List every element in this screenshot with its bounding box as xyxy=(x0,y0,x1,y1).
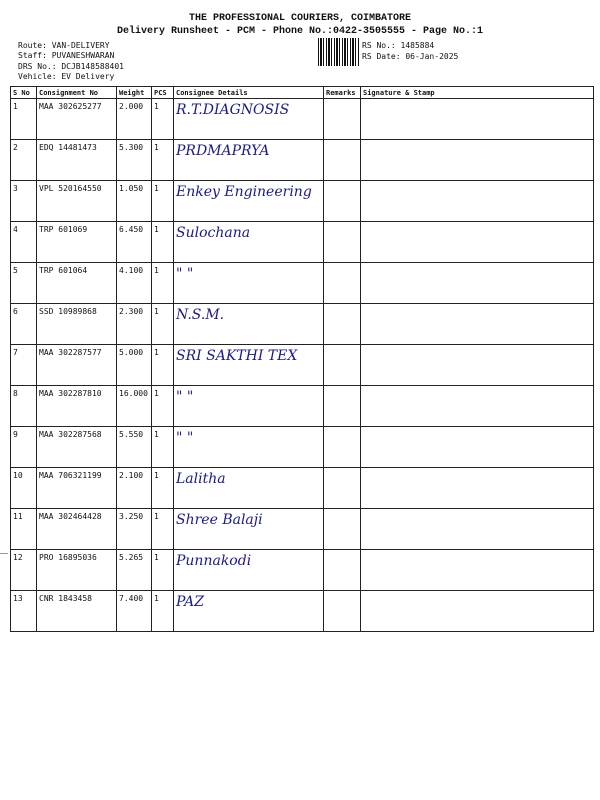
table-row xyxy=(11,181,594,222)
table-row xyxy=(11,222,594,263)
cell-signature xyxy=(361,140,594,181)
cell-pcs: 1 xyxy=(152,386,174,427)
cell-consignment-no: TRP 601069 xyxy=(37,222,117,263)
cell-consignee: Enkey Engineering xyxy=(174,181,324,222)
cell-remarks xyxy=(324,181,361,222)
cell-consignment-no: CNR 1843458 xyxy=(37,591,117,632)
runsheet-table xyxy=(10,86,594,632)
vehicle-label: Vehicle: EV Delivery xyxy=(18,72,115,81)
cell-pcs: 1 xyxy=(152,345,174,386)
table-row xyxy=(11,509,594,550)
cell-remarks xyxy=(324,99,361,140)
cell-remarks xyxy=(324,550,361,591)
cell-remarks xyxy=(324,304,361,345)
cell-sno: 5 xyxy=(11,263,37,304)
cell-signature xyxy=(361,263,594,304)
cell-weight: 5.300 xyxy=(117,140,152,181)
cell-sno: 11 xyxy=(11,509,37,550)
table-row xyxy=(11,263,594,304)
cell-remarks xyxy=(324,140,361,181)
cell-weight: 4.100 xyxy=(117,263,152,304)
route-label: Route: VAN-DELIVERY xyxy=(18,41,110,50)
cell-consignee: Shree Balaji xyxy=(174,509,324,550)
cell-weight: 2.000 xyxy=(117,99,152,140)
cell-signature xyxy=(361,304,594,345)
cell-sno: 13 xyxy=(11,591,37,632)
cell-pcs: 1 xyxy=(152,304,174,345)
header-consignment-no: Consignment No xyxy=(37,87,117,99)
table-row xyxy=(11,550,594,591)
cell-consignment-no: EDQ 14481473 xyxy=(37,140,117,181)
cell-consignee: " " xyxy=(174,427,324,468)
cell-signature xyxy=(361,550,594,591)
rs-number: RS No.: 1485884 xyxy=(362,41,435,50)
cell-consignee: Lalitha xyxy=(174,468,324,509)
cell-sno: 4 xyxy=(11,222,37,263)
staff-label: Staff: PUVANESHWARAN xyxy=(18,51,115,60)
cell-signature xyxy=(361,509,594,550)
fold-mark xyxy=(0,553,8,554)
header-consignee-details: Consignee Details xyxy=(174,87,324,99)
table-row xyxy=(11,386,594,427)
runsheet-subtitle: Delivery Runsheet - PCM - Phone No.:0422-3505555 - Page No.:1 xyxy=(116,26,484,37)
header-signature-stamp: Signature & Stamp xyxy=(361,87,594,99)
cell-consignee: " " xyxy=(174,386,324,427)
cell-consignment-no: MAA 302287810 xyxy=(37,386,117,427)
cell-sno: 2 xyxy=(11,140,37,181)
header-sno: S No xyxy=(11,87,37,99)
cell-pcs: 1 xyxy=(152,181,174,222)
cell-consignment-no: MAA 302287568 xyxy=(37,427,117,468)
company-title: THE PROFESSIONAL COURIERS, COIMBATORE xyxy=(188,13,412,24)
cell-sno: 12 xyxy=(11,550,37,591)
table-row xyxy=(11,427,594,468)
cell-sno: 7 xyxy=(11,345,37,386)
cell-weight: 1.050 xyxy=(117,181,152,222)
cell-consignment-no: MAA 302464428 xyxy=(37,509,117,550)
cell-signature xyxy=(361,181,594,222)
cell-pcs: 1 xyxy=(152,99,174,140)
cell-remarks xyxy=(324,509,361,550)
cell-pcs: 1 xyxy=(152,509,174,550)
cell-signature xyxy=(361,427,594,468)
drs-label: DRS No.: DCJB148588401 xyxy=(18,62,124,71)
cell-consignment-no: VPL 520164550 xyxy=(37,181,117,222)
cell-remarks xyxy=(324,468,361,509)
cell-remarks xyxy=(324,591,361,632)
cell-sno: 1 xyxy=(11,99,37,140)
cell-weight: 5.550 xyxy=(117,427,152,468)
cell-remarks xyxy=(324,427,361,468)
cell-signature xyxy=(361,345,594,386)
table-row xyxy=(11,468,594,509)
cell-signature xyxy=(361,222,594,263)
cell-consignee: SRI SAKTHI TEX xyxy=(174,345,324,386)
cell-pcs: 1 xyxy=(152,550,174,591)
cell-weight: 5.000 xyxy=(117,345,152,386)
cell-consignment-no: PRO 16895036 xyxy=(37,550,117,591)
cell-pcs: 1 xyxy=(152,591,174,632)
cell-consignment-no: MAA 302287577 xyxy=(37,345,117,386)
cell-consignee: R.T.DIAGNOSIS xyxy=(174,99,324,140)
header-pcs: PCS xyxy=(152,87,174,99)
cell-remarks xyxy=(324,263,361,304)
header-remarks: Remarks xyxy=(324,87,361,99)
cell-signature xyxy=(361,468,594,509)
table-row xyxy=(11,99,594,140)
cell-sno: 9 xyxy=(11,427,37,468)
barcode xyxy=(318,38,360,66)
cell-consignee: Sulochana xyxy=(174,222,324,263)
cell-weight: 2.100 xyxy=(117,468,152,509)
cell-consignment-no: SSD 10989868 xyxy=(37,304,117,345)
cell-consignment-no: MAA 302625277 xyxy=(37,99,117,140)
cell-sno: 6 xyxy=(11,304,37,345)
cell-sno: 3 xyxy=(11,181,37,222)
cell-remarks xyxy=(324,345,361,386)
cell-weight: 16.000 xyxy=(117,386,152,427)
cell-weight: 7.400 xyxy=(117,591,152,632)
cell-pcs: 1 xyxy=(152,468,174,509)
cell-weight: 2.300 xyxy=(117,304,152,345)
rs-date: RS Date: 06-Jan-2025 xyxy=(362,52,459,61)
cell-consignment-no: TRP 601064 xyxy=(37,263,117,304)
table-row xyxy=(11,304,594,345)
cell-signature xyxy=(361,591,594,632)
cell-consignee: Punnakodi xyxy=(174,550,324,591)
table-row xyxy=(11,345,594,386)
cell-pcs: 1 xyxy=(152,427,174,468)
cell-sno: 10 xyxy=(11,468,37,509)
cell-weight: 6.450 xyxy=(117,222,152,263)
cell-consignee: " " xyxy=(174,263,324,304)
cell-signature xyxy=(361,386,594,427)
cell-consignee: PRDMAPRYA xyxy=(174,140,324,181)
table-header-row xyxy=(11,87,594,99)
cell-pcs: 1 xyxy=(152,263,174,304)
header-weight: Weight xyxy=(117,87,152,99)
cell-weight: 3.250 xyxy=(117,509,152,550)
cell-remarks xyxy=(324,222,361,263)
cell-pcs: 1 xyxy=(152,140,174,181)
table-row xyxy=(11,140,594,181)
cell-consignment-no: MAA 706321199 xyxy=(37,468,117,509)
cell-consignee: N.S.M. xyxy=(174,304,324,345)
cell-remarks xyxy=(324,386,361,427)
cell-sno: 8 xyxy=(11,386,37,427)
cell-consignee: PAZ xyxy=(174,591,324,632)
cell-signature xyxy=(361,99,594,140)
cell-pcs: 1 xyxy=(152,222,174,263)
table-row xyxy=(11,591,594,632)
cell-weight: 5.265 xyxy=(117,550,152,591)
